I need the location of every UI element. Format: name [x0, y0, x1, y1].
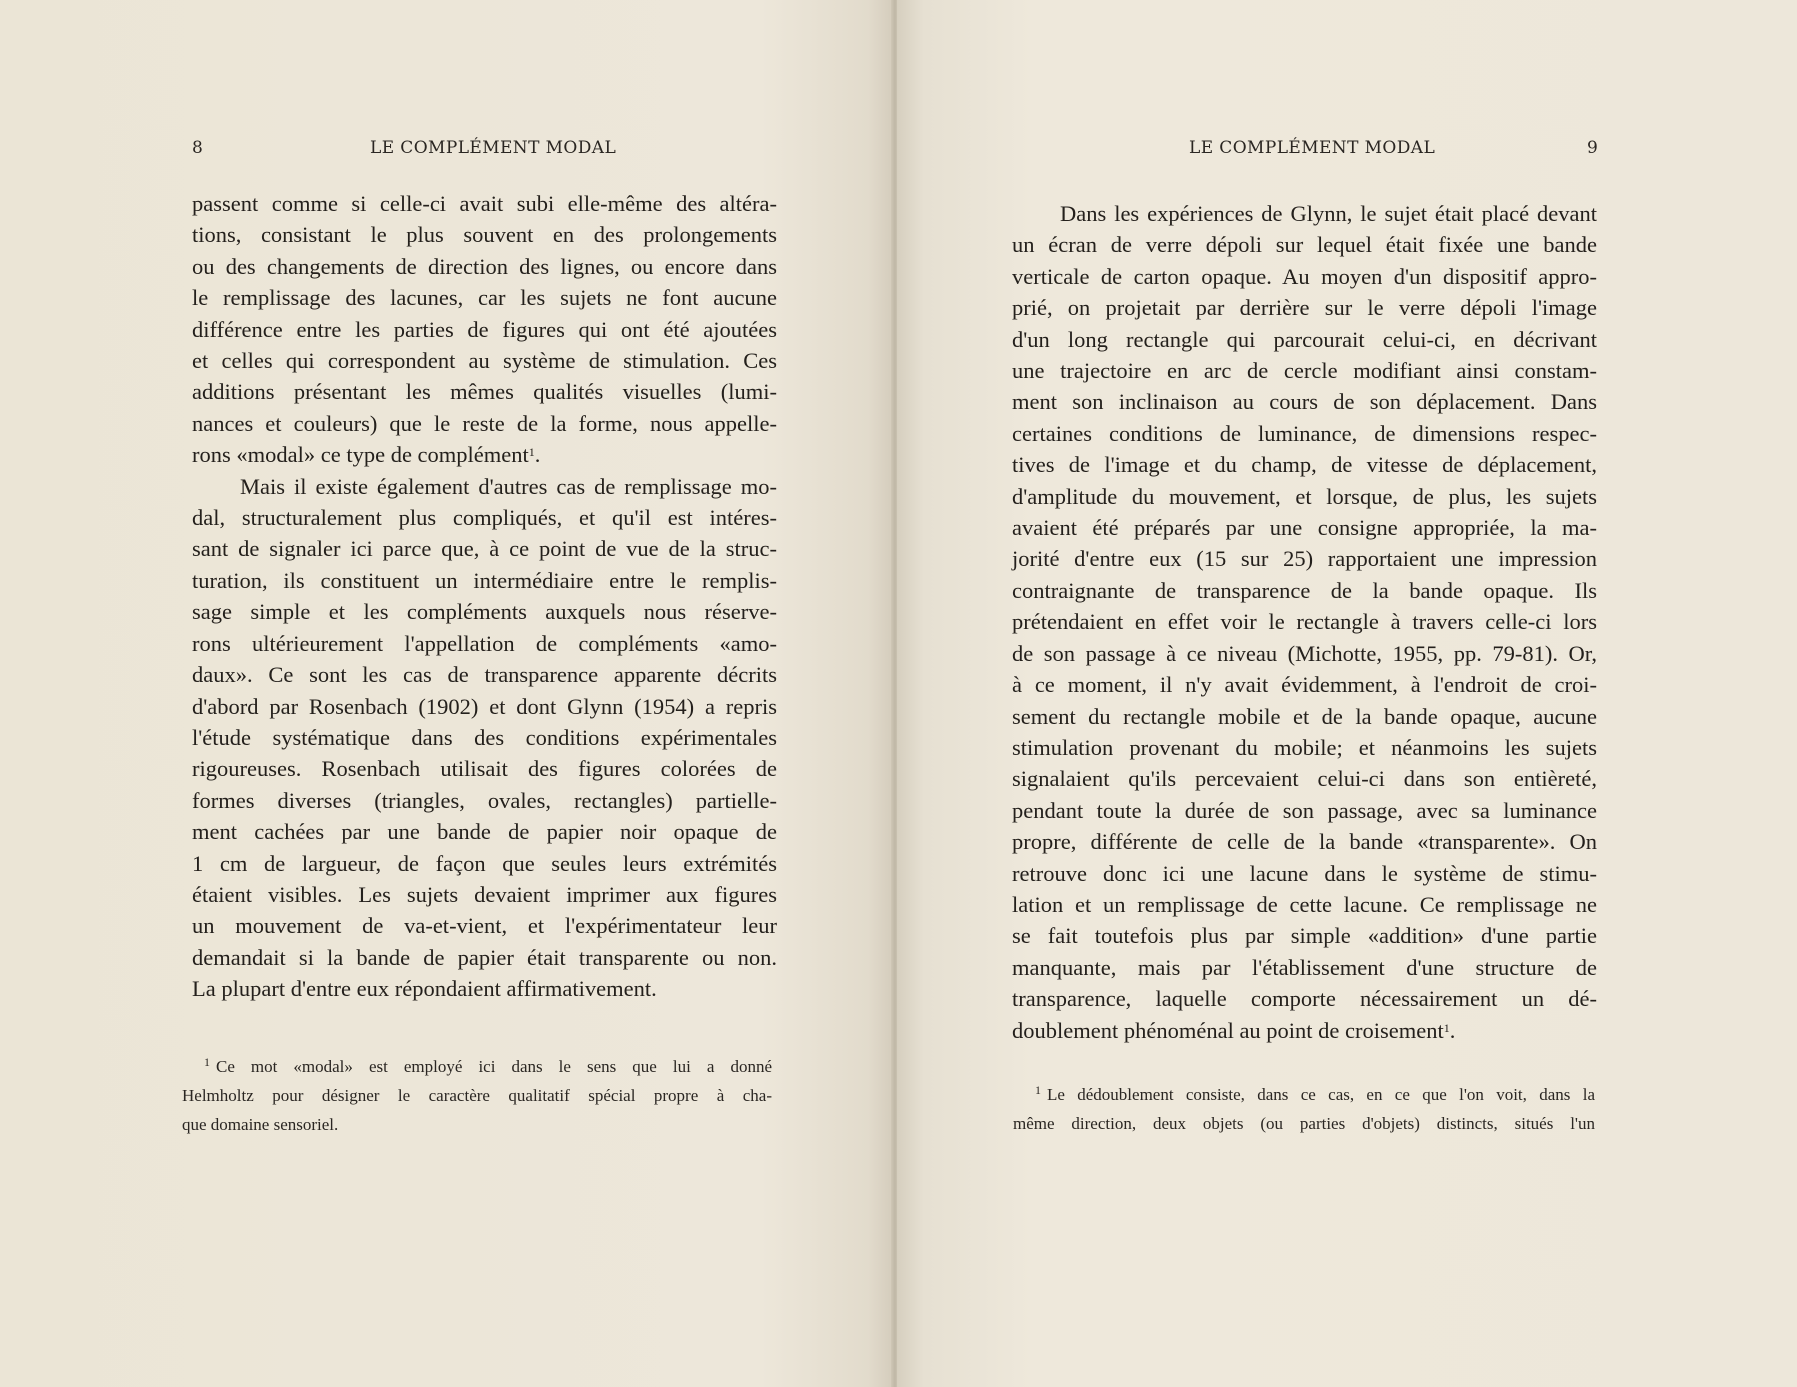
- body-line-text: demandait si la bande de papier était transparente ou non.: [192, 944, 777, 970]
- body-line: [192, 408, 777, 439]
- body-line: [1012, 763, 1597, 794]
- body-line-text: d'amplitude du mouvement, et lorsque, de plus, les sujets: [1012, 483, 1597, 509]
- body-line: [1012, 701, 1597, 732]
- body-line-text: rigoureuses. Rosenbach utilisait des figures colorées de: [192, 756, 777, 782]
- body-line: [1012, 858, 1597, 889]
- body-line: [1012, 1015, 1597, 1046]
- body-line-text: Dans les expériences de Glynn, le sujet était placé devant: [1060, 201, 1597, 226]
- body-line-text: d'abord par Rosenbach (1902) et dont Glynn (1954) a repris: [192, 693, 777, 719]
- footnote-line: [182, 1081, 772, 1110]
- footnote-line: [182, 1110, 772, 1139]
- body-line-text: tions, consistant le plus souvent en des prolongements: [192, 222, 777, 248]
- body-line: [1012, 355, 1597, 386]
- footnote-line: [1013, 1080, 1595, 1109]
- body-line-text: La plupart d'entre eux répondaient affirmativement.: [192, 976, 657, 1002]
- body-line: [192, 219, 777, 250]
- body-line: [1012, 229, 1597, 260]
- body-line: [1012, 889, 1597, 920]
- body-line-text: 1 cm de largueur, de façon que seules leurs extrémités: [192, 850, 777, 876]
- body-line: [192, 188, 777, 219]
- page-number-left: 8: [192, 138, 203, 158]
- footnote-line-text: que domaine sensoriel.: [182, 1115, 339, 1134]
- body-line: [192, 942, 777, 973]
- body-line-text: passent comme si celle-ci avait subi elle-même des altéra-: [192, 191, 777, 216]
- body-line: [192, 753, 777, 784]
- body-line: [1012, 826, 1597, 857]
- body-line-text: d'un long rectangle qui parcourait celui-ci, en décrivant: [1012, 326, 1597, 352]
- footnote-line-text: Ce mot «modal» est employé ici dans le sens que lui a donné: [216, 1057, 772, 1076]
- body-line-text: un mouvement de va-et-vient, et l'expérimentateur leur: [192, 913, 777, 939]
- body-line: [1012, 418, 1597, 449]
- body-line: [1012, 324, 1597, 355]
- body-line-text: formes diverses (triangles, ovales, rectangles) partielle-: [192, 787, 777, 813]
- body-line-text: sement du rectangle mobile et de la bande opaque, aucune: [1012, 703, 1597, 729]
- body-line-text: nances et couleurs) que le reste de la forme, nous appelle-: [192, 410, 777, 436]
- running-head-right: LE COMPLÉMENT MODAL: [1189, 138, 1436, 158]
- footnote-line-text: Helmholtz pour désigner le caractère qualitatif spécial propre à cha-: [182, 1086, 772, 1105]
- body-line: [192, 314, 777, 345]
- body-line-text: doublement phénoménal au point de croisement: [1012, 1017, 1444, 1043]
- body-line: [192, 879, 777, 910]
- footnote-reference: 1: [1443, 1020, 1450, 1035]
- right-body-text: [1012, 198, 1597, 1046]
- body-line-text: ou des changements de direction des lignes, ou encore dans: [192, 253, 777, 279]
- body-line-text: dal, structuralement plus compliqués, et qu'il est intéres-: [192, 505, 777, 531]
- body-line-text: contraignante de transparence de la bande opaque. Ils: [1012, 577, 1597, 603]
- page-number-right: 9: [1587, 138, 1598, 158]
- body-line: [1012, 983, 1597, 1014]
- body-line-text: lation et un remplissage de cette lacune. Ce remplissage ne: [1012, 891, 1597, 917]
- body-line: [192, 722, 777, 753]
- body-line: [192, 628, 777, 659]
- footnote-reference-punct: .: [534, 442, 541, 468]
- body-line-text: jorité d'entre eux (15 sur 25) rapportaient une impression: [1012, 546, 1597, 572]
- body-line: [192, 439, 777, 470]
- body-line-text: de son passage à ce niveau (Michotte, 1955, pp. 79-81). Or,: [1012, 640, 1597, 666]
- body-line-text: stimulation provenant du mobile; et néanmoins les sujets: [1012, 734, 1597, 760]
- body-line: [192, 816, 777, 847]
- body-line: [192, 282, 777, 313]
- body-line-text: ment son inclinaison au cours de son déplacement. Dans: [1012, 389, 1597, 415]
- body-line: [192, 659, 777, 690]
- body-line: [1012, 512, 1597, 543]
- body-line: [1012, 638, 1597, 669]
- body-line-text: l'étude systématique dans des conditions expérimentales: [192, 724, 777, 750]
- footnote-reference: 1: [528, 445, 535, 460]
- body-line: [192, 848, 777, 879]
- right-footnote: [1013, 1080, 1595, 1138]
- footnote-marker: 1: [1035, 1083, 1041, 1097]
- body-line-text: additions présentant les mêmes qualités visuelles (lumi-: [192, 379, 777, 405]
- body-line: [1012, 261, 1597, 292]
- body-line: [1012, 449, 1597, 480]
- body-line-text: turation, ils constituent un intermédiaire entre le remplis-: [192, 567, 777, 593]
- body-line: [1012, 920, 1597, 951]
- body-line-text: pendant toute la durée de son passage, avec sa luminance: [1012, 797, 1597, 823]
- body-line-text: tives de l'image et du champ, de vitesse de déplacement,: [1012, 452, 1597, 478]
- footnote-line: [1013, 1109, 1595, 1138]
- body-line-text: daux». Ce sont les cas de transparence apparente décrits: [192, 662, 777, 688]
- body-line-text: différence entre les parties de figures qui ont été ajoutées: [192, 316, 777, 342]
- body-line-text: certaines conditions de luminance, de dimensions respec-: [1012, 420, 1597, 446]
- body-line: [192, 376, 777, 407]
- body-line-text: se fait toutefois plus par simple «addition» d'une partie: [1012, 923, 1597, 949]
- body-line-text: verticale de carton opaque. Au moyen d'un dispositif appro-: [1012, 263, 1597, 289]
- body-line-text: prétendaient en effet voir le rectangle à travers celle-ci lors: [1012, 609, 1597, 635]
- body-line-text: sage simple et les compléments auxquels nous réserve-: [192, 599, 777, 625]
- body-line: [192, 565, 777, 596]
- body-line-text: signalaient qu'ils percevaient celui-ci dans son entièreté,: [1012, 766, 1597, 792]
- body-line-text: Mais il existe également d'autres cas de remplissage mo-: [240, 473, 777, 499]
- body-line-text: étaient visibles. Les sujets devaient imprimer aux figures: [192, 881, 777, 907]
- body-line: [1012, 575, 1597, 606]
- body-line-text: prié, on projetait par derrière sur le verre dépoli l'image: [1012, 295, 1597, 321]
- running-head-left: LE COMPLÉMENT MODAL: [370, 138, 617, 158]
- body-line: [1012, 481, 1597, 512]
- footnote-line-text: même direction, deux objets (ou parties d'objets) distincts, situés l'un: [1013, 1114, 1595, 1133]
- body-line-text: rons «modal» ce type de complément: [192, 442, 529, 468]
- body-line-text: manquante, mais par l'établissement d'une structure de: [1012, 954, 1597, 980]
- left-body-text: [192, 188, 777, 1005]
- body-line-text: avaient été préparés par une consigne appropriée, la ma-: [1012, 515, 1597, 541]
- body-line-text: et celles qui correspondent au système de stimulation. Ces: [192, 348, 777, 374]
- body-line: [192, 910, 777, 941]
- left-footnote: [182, 1052, 772, 1139]
- body-line-text: à ce moment, il n'y avait évidemment, à l'endroit de croi-: [1012, 672, 1597, 698]
- body-line: [192, 533, 777, 564]
- body-line-text: le remplissage des lacunes, car les sujets ne font aucune: [192, 285, 777, 311]
- body-line: [1012, 386, 1597, 417]
- body-line: [1012, 543, 1597, 574]
- body-line: [192, 596, 777, 627]
- body-line: [192, 345, 777, 376]
- body-line: [192, 251, 777, 282]
- footnote-line-text: Le dédoublement consiste, dans ce cas, en ce que l'on voit, dans la: [1047, 1085, 1595, 1104]
- body-line: [1012, 292, 1597, 323]
- body-line: [1012, 669, 1597, 700]
- body-line: [192, 502, 777, 533]
- body-line: [1012, 795, 1597, 826]
- body-line: [1012, 732, 1597, 763]
- body-line: [192, 785, 777, 816]
- body-line-text: transparence, laquelle comporte nécessairement un dé-: [1012, 986, 1597, 1012]
- body-line: [1012, 198, 1597, 229]
- body-line-text: propre, différente de celle de la bande «transparente». On: [1012, 829, 1597, 855]
- body-line-text: sant de signaler ici parce que, à ce point de vue de la struc-: [192, 536, 777, 562]
- body-line: [192, 973, 777, 1004]
- left-page: [0, 0, 895, 1387]
- body-line-text: retrouve donc ici une lacune dans le système de stimu-: [1012, 860, 1597, 886]
- body-line: [192, 471, 777, 502]
- footnote-marker: 1: [204, 1055, 210, 1069]
- body-line: [1012, 952, 1597, 983]
- body-line-text: une trajectoire en arc de cercle modifiant ainsi constam-: [1012, 358, 1597, 384]
- body-line: [192, 691, 777, 722]
- footnote-reference-punct: .: [1449, 1017, 1456, 1043]
- body-line-text: ment cachées par une bande de papier noir opaque de: [192, 819, 777, 845]
- right-page: [897, 0, 1797, 1387]
- body-line: [1012, 606, 1597, 637]
- body-line-text: un écran de verre dépoli sur lequel était fixée une bande: [1012, 232, 1597, 258]
- footnote-line: [182, 1052, 772, 1081]
- body-line-text: rons ultérieurement l'appellation de compléments «amo-: [192, 630, 777, 656]
